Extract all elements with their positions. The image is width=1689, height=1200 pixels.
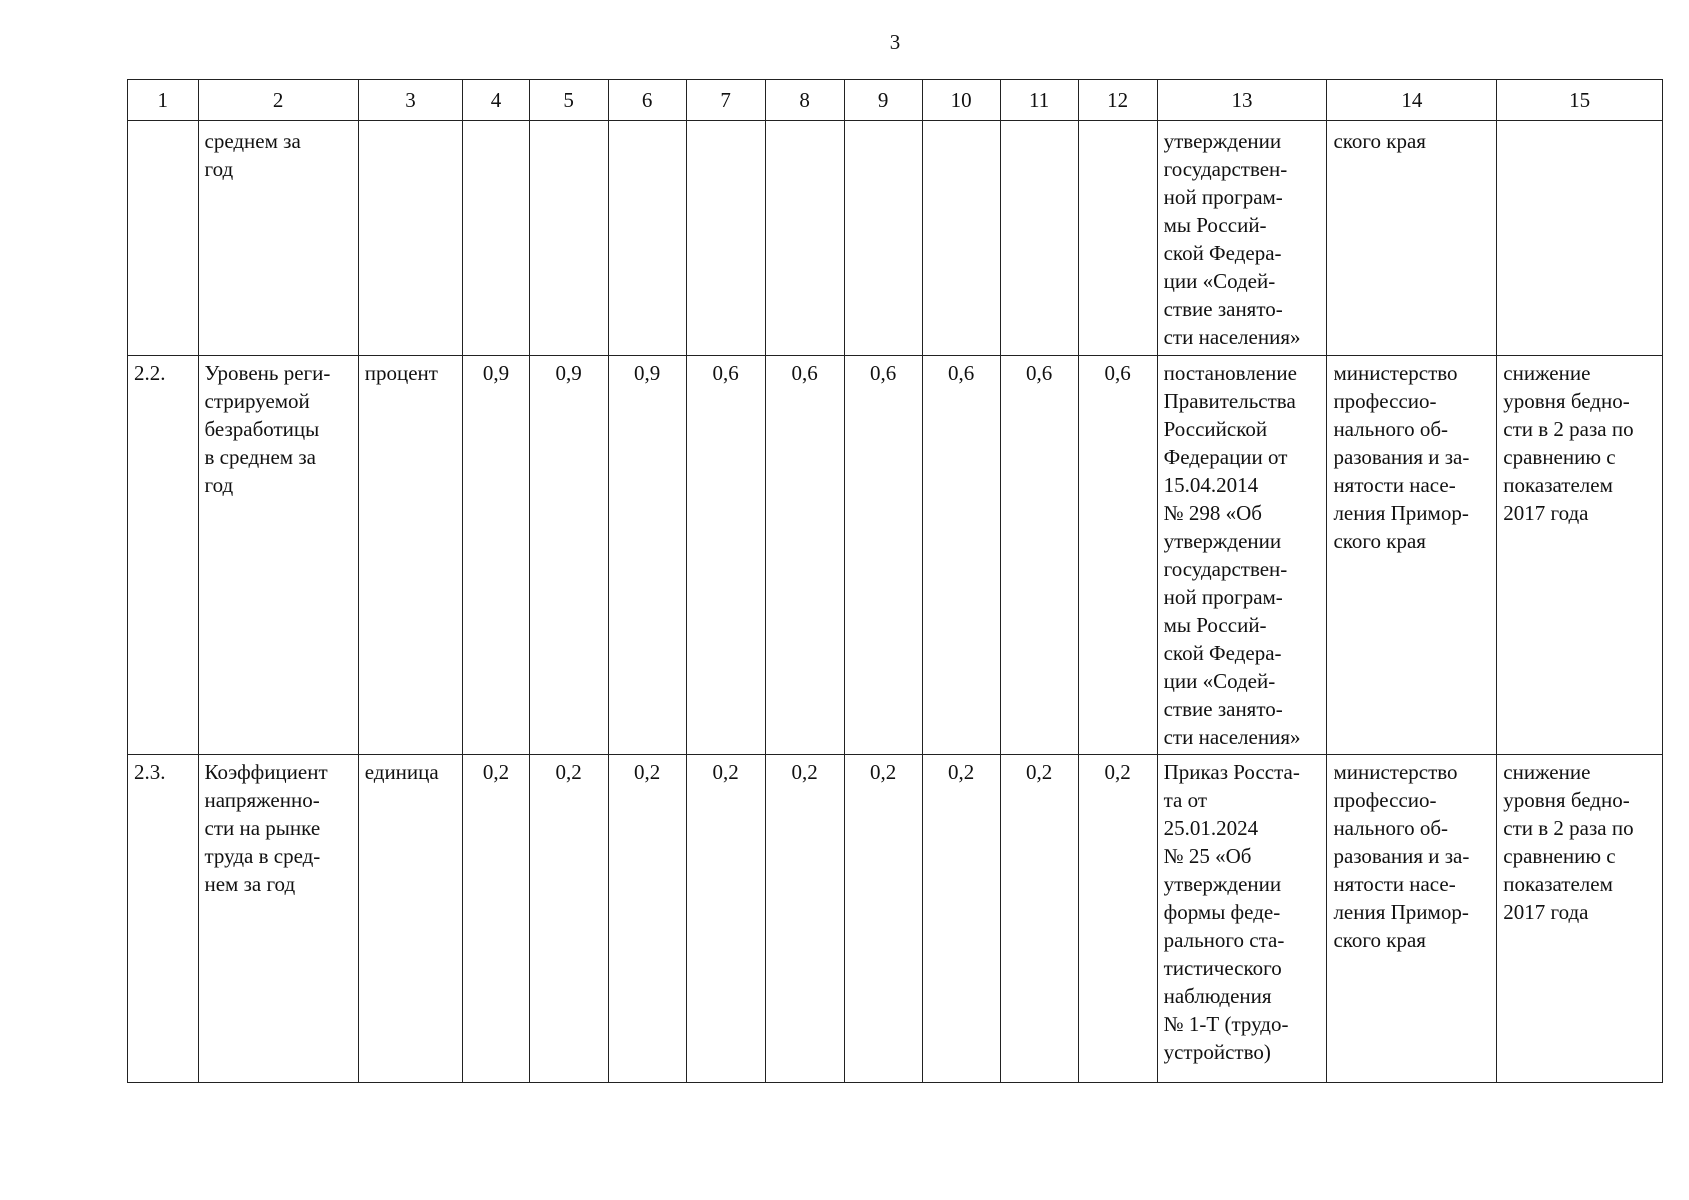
indicator-name: Уровень реги- стрируемой безработицы в среднем за год [198, 356, 358, 755]
basis-document: постановление Правительства Российской Федерации от 15.04.2014 № 298 «Об утверждении государствен- ной програм- мы Россий- ской Федера- ции «Содей- ствие занято- сти населения» [1157, 356, 1327, 755]
responsible-body: ского края [1327, 121, 1497, 356]
table-row [128, 121, 1663, 356]
row-number: 2.3. [128, 755, 199, 1083]
value-cell [844, 121, 922, 356]
value-cell: 0,2 [765, 755, 844, 1083]
table-row [128, 755, 1663, 1083]
table-row [128, 356, 1663, 755]
value-cell: 0,6 [1000, 356, 1078, 755]
indicator-name: среднем за год [198, 121, 358, 356]
column-header: 4 [463, 80, 529, 121]
value-cell: 0,2 [1078, 755, 1157, 1083]
unit-cell: процент [358, 356, 463, 755]
value-cell: 0,9 [608, 356, 686, 755]
value-cell [1078, 121, 1157, 356]
value-cell [1000, 121, 1078, 356]
unit-cell: единица [358, 755, 463, 1083]
value-cell: 0,6 [686, 356, 765, 755]
column-header: 15 [1497, 80, 1663, 121]
column-header: 13 [1157, 80, 1327, 121]
value-cell: 0,2 [844, 755, 922, 1083]
page-number: 3 [889, 30, 901, 54]
value-cell: 0,6 [922, 356, 1000, 755]
value-cell: 0,6 [844, 356, 922, 755]
responsible-body: министерство профессио- нального об- разования и за- нятости насе- ления Примор- ского края [1327, 755, 1497, 1083]
column-header: 10 [922, 80, 1000, 121]
value-cell [529, 121, 608, 356]
column-header: 5 [529, 80, 608, 121]
value-cell [608, 121, 686, 356]
value-cell: 0,2 [686, 755, 765, 1083]
value-cell [922, 121, 1000, 356]
row-number: 2.2. [128, 356, 199, 755]
column-header: 9 [844, 80, 922, 121]
column-header: 11 [1000, 80, 1078, 121]
column-header: 12 [1078, 80, 1157, 121]
value-cell: 0,2 [463, 755, 529, 1083]
basis-document: Приказ Росста- та от 25.01.2024 № 25 «Об утверждении формы феде- рального ста- тистического наблюдения № 1-Т (трудо- устройство) [1157, 755, 1327, 1083]
value-cell: 0,6 [1078, 356, 1157, 755]
value-cell: 0,2 [608, 755, 686, 1083]
column-number-row [128, 80, 1663, 121]
value-cell: 0,2 [1000, 755, 1078, 1083]
indicator-name: Коэффициент напряженно- сти на рынке труда в сред- нем за год [198, 755, 358, 1083]
value-cell [463, 121, 529, 356]
basis-document: утверждении государствен- ной програм- мы Россий- ской Федера- ции «Содей- ствие занято- сти населения» [1157, 121, 1327, 356]
responsible-body: министерство профессио- нального об- разования и за- нятости насе- ления Примор- ского края [1327, 356, 1497, 755]
goal-link: снижение уровня бедно- сти в 2 раза по сравнению с показателем 2017 года [1497, 755, 1663, 1083]
value-cell: 0,9 [463, 356, 529, 755]
column-header: 1 [128, 80, 199, 121]
value-cell: 0,2 [922, 755, 1000, 1083]
row-number [128, 121, 199, 356]
column-header: 6 [608, 80, 686, 121]
column-header: 2 [198, 80, 358, 121]
value-cell [686, 121, 765, 356]
value-cell: 0,2 [529, 755, 608, 1083]
column-header: 3 [358, 80, 463, 121]
column-header: 8 [765, 80, 844, 121]
column-header: 14 [1327, 80, 1497, 121]
column-header: 7 [686, 80, 765, 121]
goal-link [1497, 121, 1663, 356]
goal-link: снижение уровня бедно- сти в 2 раза по сравнению с показателем 2017 года [1497, 356, 1663, 755]
value-cell: 0,6 [765, 356, 844, 755]
value-cell: 0,9 [529, 356, 608, 755]
unit-cell [358, 121, 463, 356]
value-cell [765, 121, 844, 356]
indicators-table [127, 79, 1663, 1083]
